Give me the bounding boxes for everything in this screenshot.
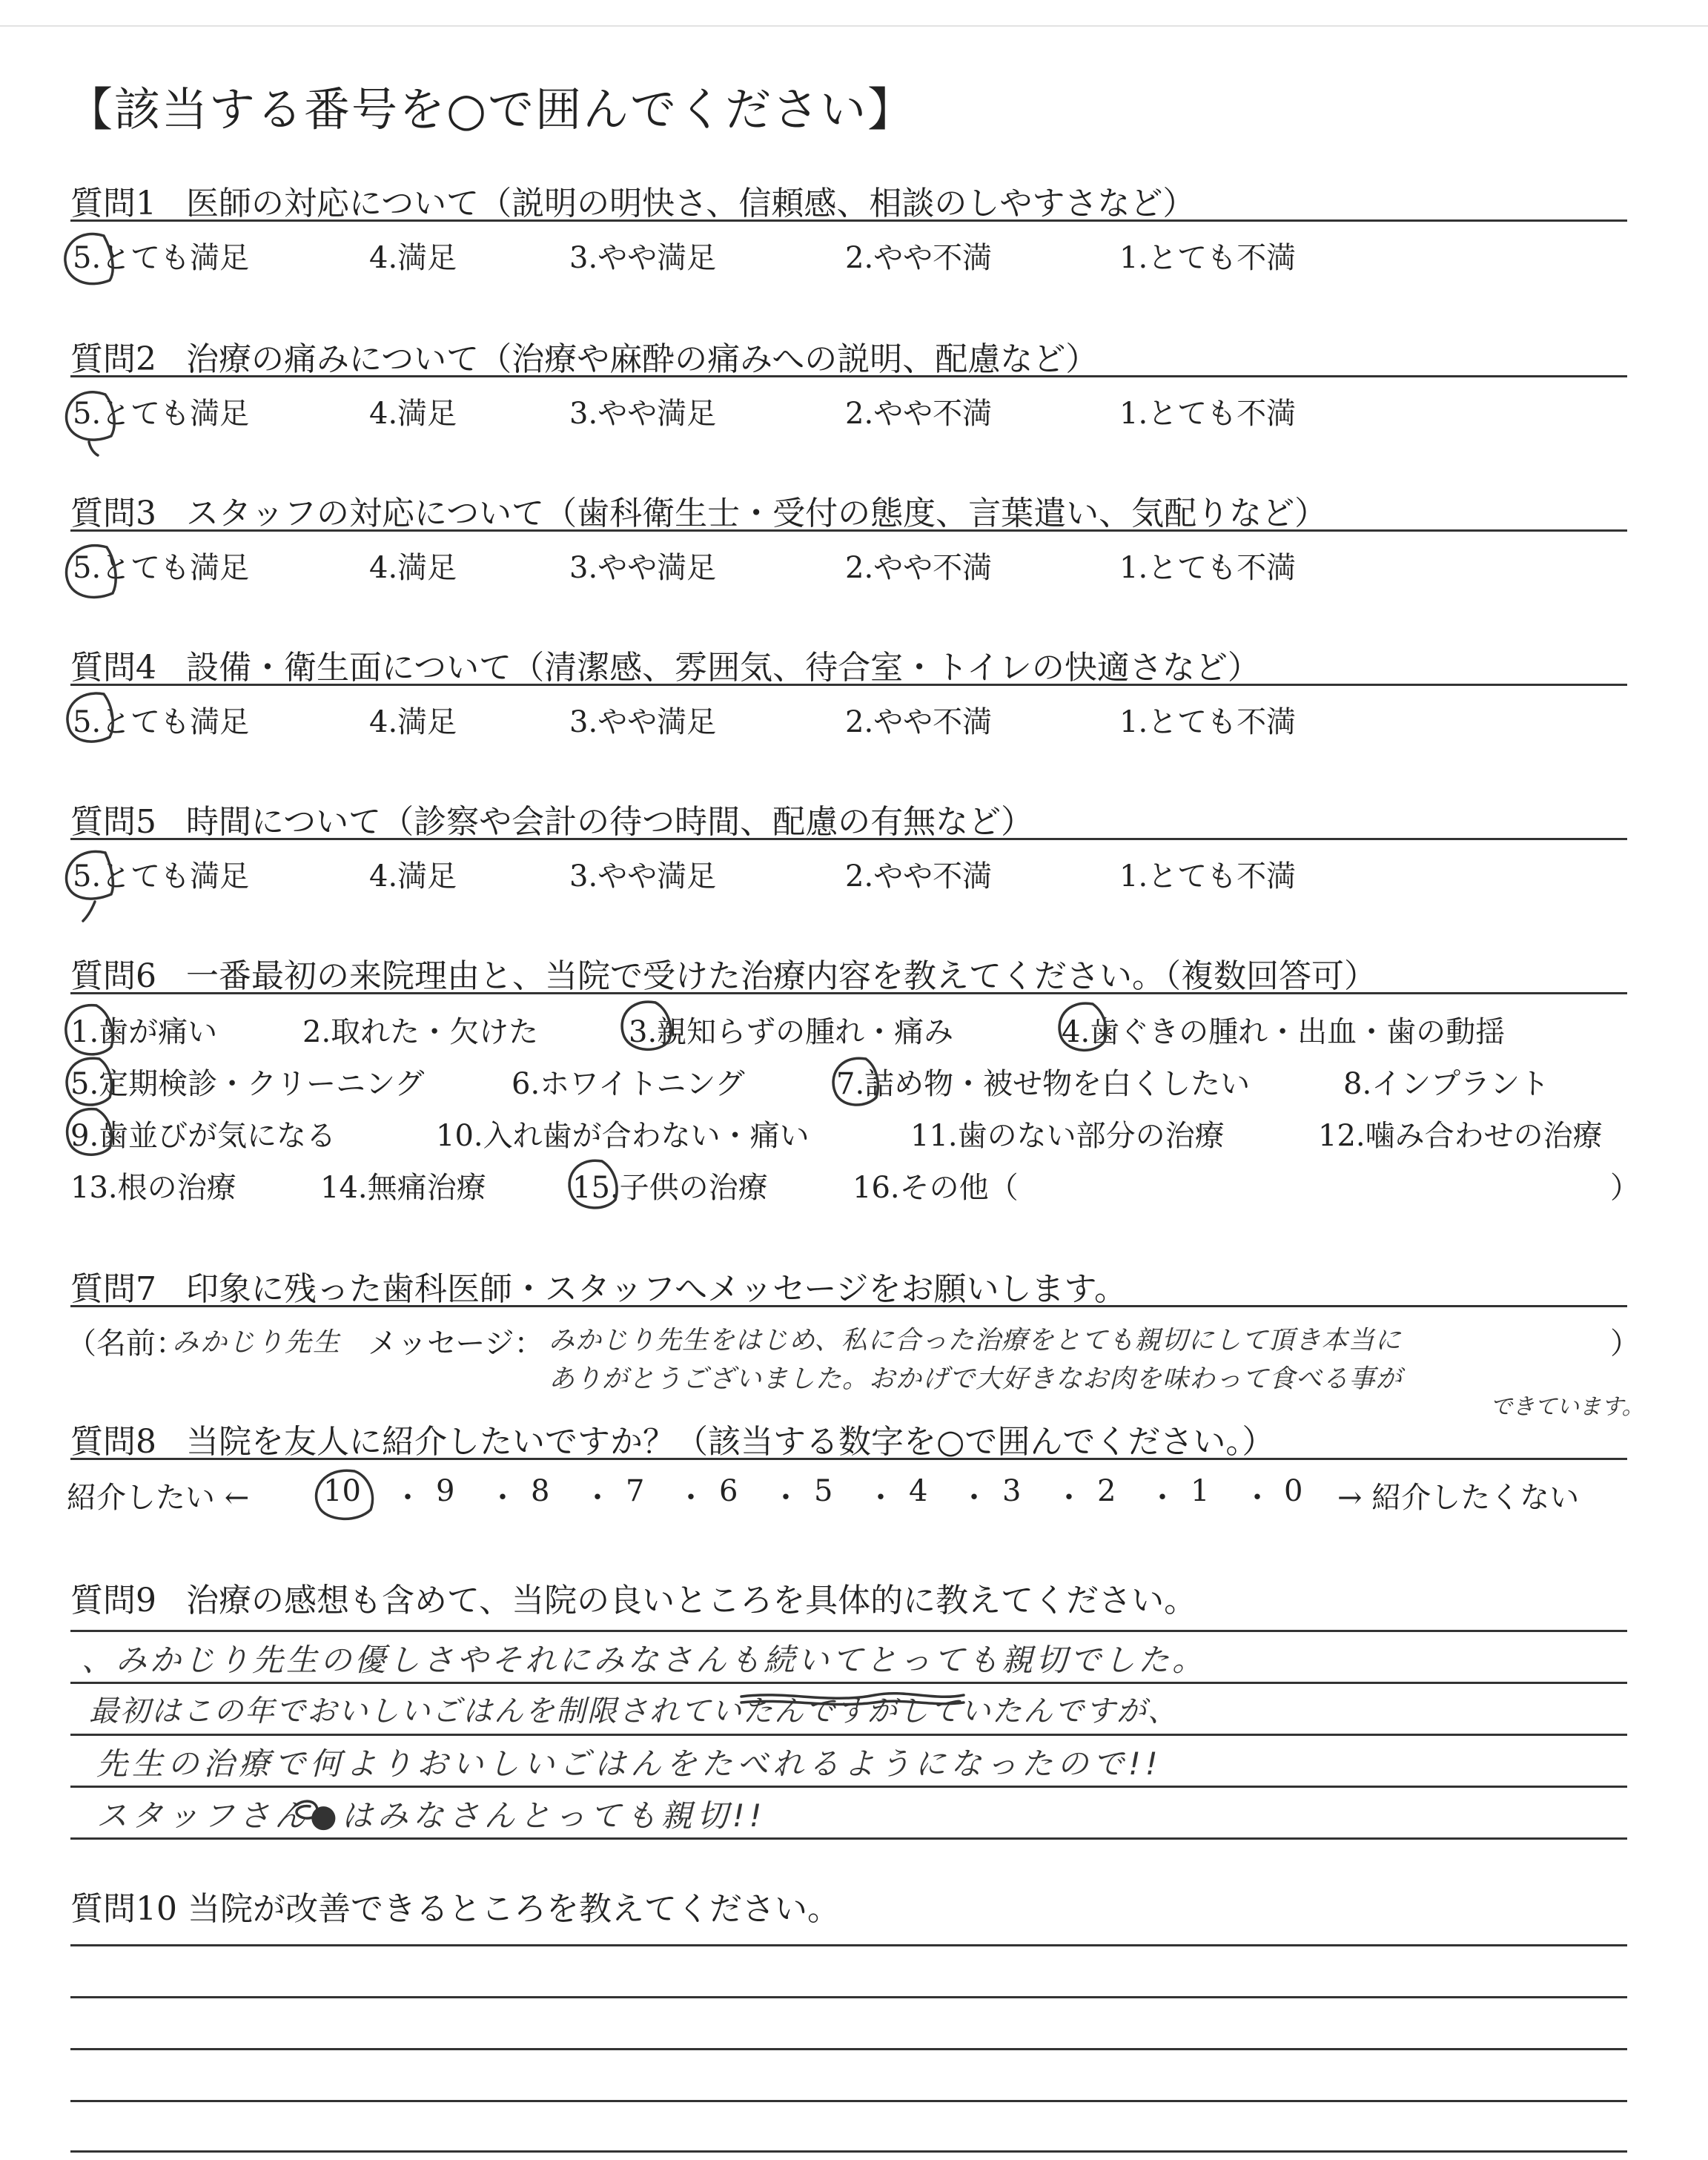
reason-option-12[interactable]: 12.噛み合わせの治療 xyxy=(1318,1119,1603,1153)
reason-option-5[interactable]: 5.定期検診・クリーニング xyxy=(70,1067,425,1101)
reason-option-1[interactable]: 1.歯が痛い xyxy=(70,1015,218,1049)
score-separator: ・ xyxy=(1148,1481,1177,1515)
score-separator: ・ xyxy=(676,1481,706,1515)
question-number: 質問9 xyxy=(70,1582,156,1619)
rating-option-4[interactable]: 4.満足 xyxy=(369,241,457,275)
reason-option-3[interactable]: 3.親知らずの腫れ・痛み xyxy=(629,1015,954,1049)
question-number: 質問1 xyxy=(70,185,156,222)
rating-option-4[interactable]: 4.満足 xyxy=(369,551,457,585)
rating-option-3[interactable]: 3.やや満足 xyxy=(569,397,717,431)
rating-option-5[interactable]: 5.とても満足 xyxy=(73,397,250,431)
rating-option-5[interactable]: 5.とても満足 xyxy=(73,551,250,585)
score-separator: ・ xyxy=(583,1481,612,1515)
question-number: 質問2 xyxy=(70,340,156,378)
rating-option-1[interactable]: 1.とても不満 xyxy=(1119,705,1297,739)
rating-option-3[interactable]: 3.やや満足 xyxy=(569,551,717,585)
answer-handwritten-line-3: 先生の治療で何よりおいしいごはんをたべれるようになったので!! xyxy=(96,1745,1162,1782)
circle-mark xyxy=(622,1002,671,1049)
score-3[interactable]: 3 xyxy=(1002,1474,1022,1508)
strikethrough-mark xyxy=(741,1701,964,1704)
score-separator: ・ xyxy=(1242,1481,1272,1515)
reason-option-2[interactable]: 2.取れた・欠けた xyxy=(302,1015,539,1049)
page-title: 【該当する番号を○で囲んでください】 xyxy=(67,82,916,136)
scribble-mark xyxy=(297,1801,317,1818)
rating-option-3[interactable]: 3.やや満足 xyxy=(569,859,717,894)
message-label: メッセージ： xyxy=(368,1327,544,1361)
rating-option-5[interactable]: 5.とても満足 xyxy=(73,859,250,894)
score-10[interactable]: 10 xyxy=(323,1474,361,1508)
score-separator: ・ xyxy=(488,1481,517,1515)
score-separator: ・ xyxy=(1054,1481,1084,1515)
message-handwritten-line-2: ありがとうございました。おかげで大好きなお肉を味わって食べる事が xyxy=(549,1364,1403,1394)
rating-option-3[interactable]: 3.やや満足 xyxy=(569,705,717,739)
score-6[interactable]: 6 xyxy=(719,1474,738,1508)
question-text: 一番最初の来院理由と、当院で受けた治療内容を教えてください。（複数回答可） xyxy=(186,957,1377,995)
score-7[interactable]: 7 xyxy=(626,1474,645,1508)
question-number: 質問3 xyxy=(70,495,156,532)
message-close-paren: ） xyxy=(1610,1327,1640,1361)
rating-option-2[interactable]: 2.やや不満 xyxy=(845,705,993,739)
message-handwritten-line-1: みかじり先生をはじめ、私に合った治療をとても親切にして頂き本当に xyxy=(549,1326,1402,1355)
reason-option-16[interactable]: 16.その他（ xyxy=(853,1171,1019,1205)
circle-mark xyxy=(569,1160,617,1208)
question-number: 質問10 xyxy=(70,1890,177,1928)
circle-mark xyxy=(67,392,115,455)
score-separator: ・ xyxy=(959,1481,989,1515)
rating-option-5[interactable]: 5.とても満足 xyxy=(73,705,250,739)
other-close-paren: ） xyxy=(1610,1171,1640,1205)
score-8[interactable]: 8 xyxy=(531,1474,550,1508)
rating-option-1[interactable]: 1.とても不満 xyxy=(1119,397,1297,431)
score-0[interactable]: 0 xyxy=(1284,1474,1303,1508)
question-number: 質問4 xyxy=(70,649,156,687)
reason-option-15[interactable]: 15.子供の治療 xyxy=(572,1171,768,1205)
rating-option-4[interactable]: 4.満足 xyxy=(369,859,457,894)
circle-mark xyxy=(67,1058,111,1105)
score-5[interactable]: 5 xyxy=(814,1474,833,1508)
score-1[interactable]: 1 xyxy=(1191,1474,1210,1508)
question-text: 印象に残った歯科医師・スタッフへメッセージをお願いします。 xyxy=(186,1270,1127,1308)
name-handwritten: みかじり先生 xyxy=(172,1327,342,1358)
circle-mark xyxy=(65,234,113,284)
circle-mark xyxy=(1059,1003,1106,1050)
score-separator: ・ xyxy=(771,1481,801,1515)
question-text: 治療の痛みについて（治療や麻酔の痛みへの説明、配慮など） xyxy=(186,340,1099,378)
answer-handwritten-line-2: 最初はこの年でおいしいごはんを制限されていたんですがしていたんですが、 xyxy=(89,1694,1179,1728)
question-text: 医師の対応について（説明の明快さ、信頼感、相談のしやすさなど） xyxy=(186,185,1196,222)
circle-mark xyxy=(833,1058,878,1105)
rating-option-5[interactable]: 5.とても満足 xyxy=(73,241,250,275)
rating-option-2[interactable]: 2.やや不満 xyxy=(845,241,993,275)
reason-option-9[interactable]: 9.歯並びが気になる xyxy=(70,1119,337,1153)
circle-mark xyxy=(67,1109,112,1155)
question-text: 時間について（診察や会計の待つ時間、配慮の有無など） xyxy=(186,803,1034,841)
question-text: 当院が改善できるところを教えてください。 xyxy=(188,1890,840,1928)
question-text: 当院を友人に紹介したいですか？（該当する数字を○で囲んでください。） xyxy=(186,1423,1275,1461)
question-text: 設備・衛生面について（清潔感、雰囲気、待合室・トイレの快適さなど） xyxy=(186,649,1260,687)
answer-handwritten-line-1: 、みかじり先生の優しさやそれにみなさんも続いてとっても親切でした。 xyxy=(82,1642,1207,1678)
question-text: 治療の感想も含めて、当院の良いところを具体的に教えてください。 xyxy=(186,1582,1197,1619)
circle-mark xyxy=(67,851,113,921)
circle-mark xyxy=(67,693,113,742)
rating-option-1[interactable]: 1.とても不満 xyxy=(1119,241,1297,275)
rating-option-1[interactable]: 1.とても不満 xyxy=(1119,859,1297,894)
rating-option-3[interactable]: 3.やや満足 xyxy=(569,241,717,275)
question-number: 質問7 xyxy=(70,1270,156,1308)
reason-option-11[interactable]: 11.歯のない部分の治療 xyxy=(910,1119,1225,1153)
question-number: 質問8 xyxy=(70,1423,156,1461)
rating-option-4[interactable]: 4.満足 xyxy=(369,397,457,431)
circle-mark xyxy=(317,1470,373,1519)
reason-option-7[interactable]: 7.詰め物・被せ物を白くしたい xyxy=(836,1067,1251,1101)
question-number: 質問5 xyxy=(70,803,156,841)
score-4[interactable]: 4 xyxy=(909,1474,928,1508)
score-separator: ・ xyxy=(393,1481,423,1515)
question-number: 質問6 xyxy=(70,957,156,995)
rating-option-2[interactable]: 2.やや不満 xyxy=(845,859,993,894)
message-handwritten-line-3: できています。 xyxy=(1490,1394,1644,1420)
circle-mark xyxy=(67,546,116,598)
circle-mark xyxy=(66,1005,113,1054)
score-9[interactable]: 9 xyxy=(436,1474,455,1508)
score-2[interactable]: 2 xyxy=(1097,1474,1116,1508)
question-text: スタッフの対応について（歯科衛生士・受付の態度、言葉遣い、気配りなど） xyxy=(186,495,1328,532)
reason-option-14[interactable]: 14.無痛治療 xyxy=(320,1171,486,1205)
rating-option-1[interactable]: 1.とても不満 xyxy=(1119,551,1297,585)
reason-option-10[interactable]: 10.入れ歯が合わない・痛い xyxy=(436,1119,810,1153)
rating-option-2[interactable]: 2.やや不満 xyxy=(845,551,993,585)
name-label: （名前： xyxy=(67,1327,185,1361)
reason-option-8[interactable]: 8.インプラント xyxy=(1343,1067,1550,1101)
answer-handwritten-line-4: スタッフさん●はみなさんとっても親切!! xyxy=(96,1797,767,1834)
reason-option-6[interactable]: 6.ホワイトニング xyxy=(512,1067,745,1101)
rating-option-2[interactable]: 2.やや不満 xyxy=(845,397,993,431)
score-separator: ・ xyxy=(866,1481,896,1515)
rating-option-4[interactable]: 4.満足 xyxy=(369,705,457,739)
strikethrough-mark xyxy=(741,1694,964,1699)
reason-option-13[interactable]: 13.根の治療 xyxy=(70,1171,236,1205)
recommend-left-label: 紹介したい ← xyxy=(67,1481,250,1515)
recommend-right-label: → 紹介したくない xyxy=(1337,1481,1580,1515)
reason-option-4[interactable]: 4.歯ぐきの腫れ・出血・歯の動揺 xyxy=(1062,1015,1506,1049)
